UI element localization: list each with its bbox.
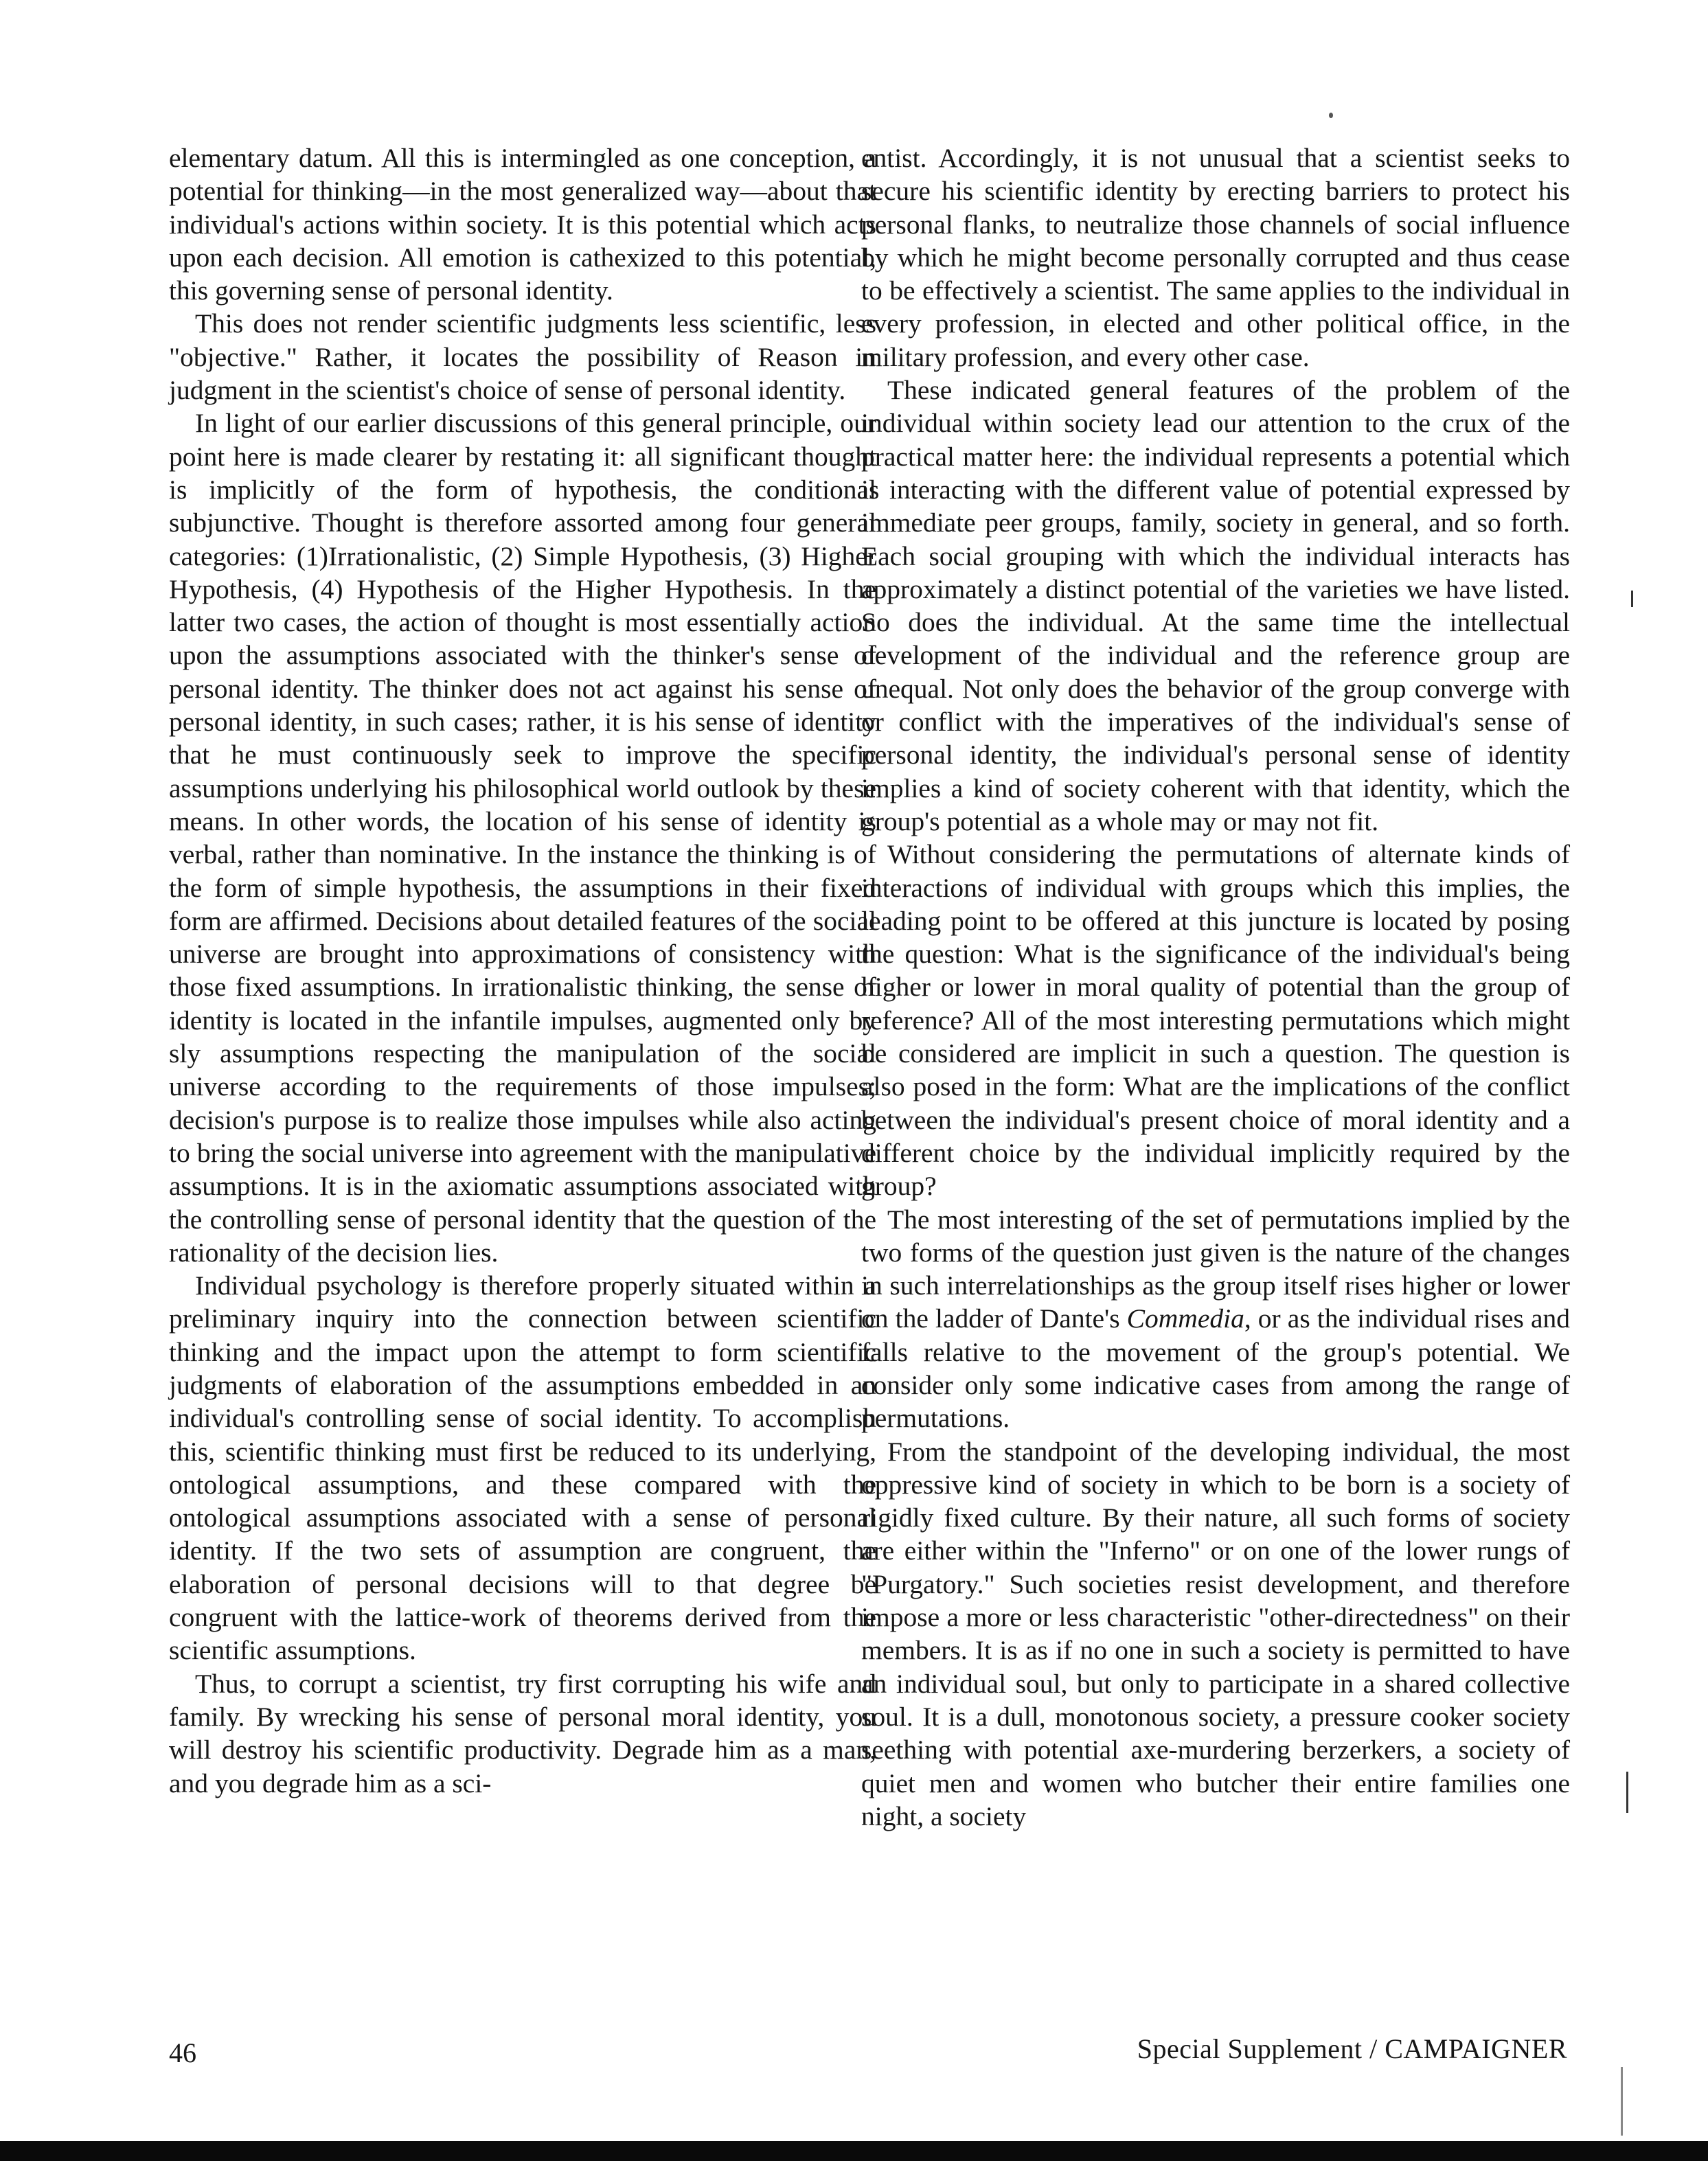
- scan-edge-mark: [1621, 2067, 1623, 2136]
- paragraph: Individual psychology is therefore properly situated within a preliminary inquiry into the connection between scientific thinking and the impact upon the attempt to form scientific judgments of elaboration of the assumptions embedded in an individual's controlling sense of social identity. To accomplish this, scientific thinking must first be reduced to its underlying, ontological assumptions, and these compared with the ontological assumptions associated with a sense of personal identity. If the two sets of assumption are congruent, the elaboration of personal decisions will to that degree be congruent with the lattice-work of theorems derived from the scientific assumptions.: [169, 1270, 876, 1666]
- left-text-column: [169, 141, 876, 1800]
- scan-edge-mark: [1626, 1772, 1628, 1813]
- scan-edge-mark: [1631, 591, 1633, 607]
- paragraph: elementary datum. All this is intermingled as one conception, a potential for thinking—in the most generalized way—about that individual's actions within society. It is this potential which acts upon each decision. All emotion is cathexized to this potential, this governing sense of personal identity.: [169, 143, 876, 306]
- paragraph: In light of our earlier discussions of this general principle, our point here is made clearer by restating it: all significant thought is implicitly of the form of hypothesis, the conditional subjunctive. Thought is therefore assorted among four general categories: (1)Irrationalistic, (2) Simple Hypothesis, (3) Higher Hypothesis, (4) Hypothesis of the Higher Hypothesis. In the latter two cases, the action of thought is most essentially action upon the assumptions associated with the thinker's sense of personal identity. The thinker does not act against his sense of personal identity, in such cases; rather, it is his sense of identity that he must continuously seek to improve the specific assumptions underlying his philosophical world outlook by these means. In other words, the location of his sense of identity is verbal, rather than nominative. In the instance the thinking is of the form of simple hypothesis, the assumptions in their fixed form are affirmed. Decisions about detailed features of the social universe are brought into approximations of consistency with those fixed assumptions. In irrationalistic thinking, the sense of identity is located in the infantile impulses, augmented only by sly assumptions respecting the manipulation of the social universe according to the requirements of those impulses; decision's purpose is to realize those impulses while also acting to bring the social universe into agreement with the manipulative assumptions. It is in the axiomatic assumptions associated with the controlling sense of personal identity that the question of the rationality of the decision lies.: [169, 408, 876, 1268]
- running-footer-title: Special Supplement / CAMPAIGNER: [1137, 2033, 1567, 2064]
- page-number: 46: [169, 2037, 196, 2068]
- paragraph: Without considering the permutations of alternate kinds of interactions of individual with groups which this implies, the leading point to be offered at this juncture is located by posing the question: What is the significance of the individual's being higher or lower in moral quality of potential than the group of reference? All of the most interesting permutations which might be considered are implicit in such a question. The question is also posed in the form: What are the implications of the conflict between the individual's present choice of moral identity and a different choice by the individual implicitly required by the group?: [861, 839, 1570, 1202]
- scan-bottom-band: [0, 2141, 1708, 2161]
- paragraph: This does not render scientific judgments less scientific, less "objective." Rather, it locates the possibility of Reason in judgment in the scientist's choice of sense of personal identity.: [169, 308, 876, 406]
- paragraph: entist. Accordingly, it is not unusual that a scientist seeks to secure his scientific identity by erecting barriers to protect his personal flanks, to neutralize those channels of social influence by which he might become personally corrupted and thus cease to be effectively a scientist. The same applies to the individual in every profession, in elected and other political office, in the military profession, and every other case.: [861, 143, 1570, 372]
- paragraph: The most interesting of the set of permutations implied by the two forms of the question just given is the nature of the changes in such interrelationships as the group itself rises higher or lower on the ladder of Dante's Commedia, or as the individual rises and falls relative to the movement of the group's potential. We consider only some indicative cases from among the range of permutations.: [861, 1204, 1570, 1434]
- right-text-column: [861, 141, 1570, 1833]
- paragraph: From the standpoint of the developing individual, the most oppressive kind of society in which to be born is a society of rigidly fixed culture. By their nature, all such forms of society are either within the "Inferno" or on one of the lower rungs of "Purgatory." Such societies resist development, and therefore impose a more or less characteristic "other-directedness" on their members. It is as if no one in such a society is permitted to have an individual soul, but only to participate in a shared collective soul. It is a dull, monotonous society, a pressure cooker society seething with potential axe-murdering berzerkers, a society of quiet men and women who butcher their entire families one night, a society: [861, 1436, 1570, 1831]
- paragraph: Thus, to corrupt a scientist, try first corrupting his wife and family. By wrecking his sense of personal moral identity, you will destroy his scientific productivity. Degrade him as a man, and you degrade him as a sci-: [169, 1668, 876, 1798]
- paragraph: These indicated general features of the problem of the individual within society lead our attention to the crux of the practical matter here: the individual represents a potential which is interacting with the different value of potential expressed by immediate peer groups, family, society in general, and so forth. Each social grouping with which the individual interacts has approximately a distinct potential of the varieties we have listed. So does the individual. At the same time the intellectual development of the individual and the reference group are unequal. Not only does the behavior of the group converge with or conflict with the imperatives of the individual's sense of personal identity, the individual's personal sense of identity implies a kind of society coherent with that identity, which the group's potential as a whole may or may not fit.: [861, 375, 1570, 836]
- scan-speck: [1329, 113, 1333, 118]
- italic-title: Commedia: [1126, 1303, 1244, 1334]
